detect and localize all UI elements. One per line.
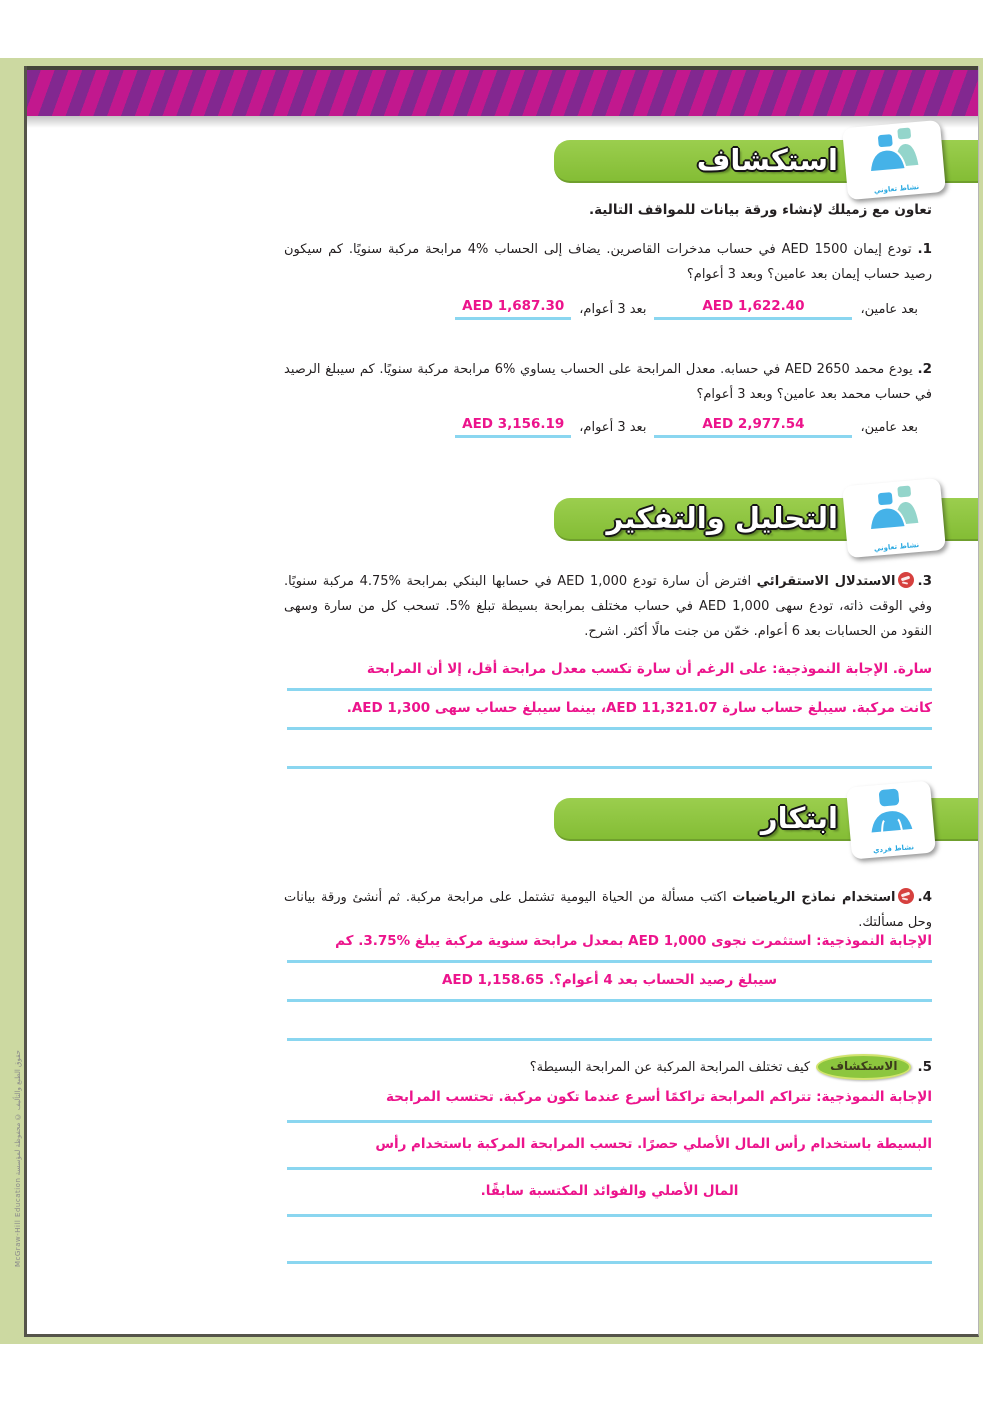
cooperative-activity-icon xyxy=(842,120,946,200)
answer-line: سيبلغ رصيد الحساب بعد 4 أعوام؟. AED 1,158.65 xyxy=(287,963,932,1002)
answer-line-empty xyxy=(287,1002,932,1041)
decorative-stripes-banner xyxy=(27,66,978,116)
answer-line: سارة. الإجابة النموذجية: على الرغم أن سارة تكسب معدل مرابحة أقل، إلا أن المرابحة xyxy=(287,652,932,691)
answer-label: بعد عامين، xyxy=(860,302,918,317)
answer-line-empty xyxy=(287,1217,932,1264)
problem-number: 1. xyxy=(917,241,933,257)
problem-number: 3. xyxy=(917,573,933,589)
answer-field: AED 1,622.40 xyxy=(654,298,852,320)
problem-2 xyxy=(284,357,932,407)
problem-lead: استخدام نماذج الرياضيات xyxy=(732,890,896,905)
problem-number: 5. xyxy=(917,1059,932,1075)
answer-field: AED 1,687.30 xyxy=(455,298,571,320)
problem-1-answers xyxy=(447,298,918,320)
problem-3-answer-lines xyxy=(287,652,932,769)
answer-line-empty xyxy=(287,730,932,769)
cooperative-activity-icon xyxy=(842,478,946,558)
answer-field: AED 3,156.19 xyxy=(455,416,571,438)
answer-line: الإجابة النموذجية: استثمرت نجوى AED 1,000 بمعدل مرابحة سنوية مركبة يبلغ %3.75. كم xyxy=(287,924,932,963)
problem-4-answer-lines xyxy=(287,924,932,1041)
twin-students-icon xyxy=(860,481,926,538)
explore-badge: الاستكشاف xyxy=(816,1054,911,1080)
icon-label: نشاط تعاوني xyxy=(873,540,920,553)
problem-5-answer-lines xyxy=(287,1076,932,1264)
problem-text: اكتب مسألة من الحياة اليومية تشتمل على مرابحة مركبة. ثم أنشئ ورقة بيانات وحل مسألتك. xyxy=(284,890,932,930)
answer-line: المال الأصلي والفوائد المكتسبة سابقًا. xyxy=(287,1170,932,1217)
icon-label: نشاط تعاوني xyxy=(873,182,920,195)
problem-1 xyxy=(284,237,932,287)
standard-icon xyxy=(898,888,914,904)
standard-icon xyxy=(898,572,914,588)
problem-text: تودع إيمان AED 1500 في حساب مدخرات القاصرين. يضاف إلى الحساب %4 مرابحة مركبة سنويًا. كم سيكون رصيد حساب إيمان بعد عامين؟ وبعد 3 أعوام؟ xyxy=(284,242,932,282)
section-title-explore: استكشاف xyxy=(696,143,838,177)
answer-label: بعد عامين، xyxy=(860,420,918,435)
stripes-shadow xyxy=(27,116,978,128)
copyright-text: حقوق الطبع والتأليف © محفوظة لمؤسسة McGraw-Hill Education xyxy=(14,1050,22,1267)
problem-lead: الاستدلال الاستقرائي xyxy=(756,574,896,589)
problem-number: 2. xyxy=(917,361,932,377)
answer-line: كانت مركبة. سيبلغ حساب سارة AED 11,321.07، بينما سيبلغ حساب سهى AED 1,300. xyxy=(287,691,932,730)
section-title-analyze: التحليل والتفكير xyxy=(606,501,838,535)
problem-text: يودع محمد AED 2650 في حسابه. معدل المرابحة على الحساب يساوي %6 مرابحة مركبة سنويًا. كم سيبلغ الرصيد في حساب محمد بعد عامين؟ وبعد 3 أعوام؟ xyxy=(284,362,932,402)
intro-text: تعاون مع زميلك لإنشاء ورقة بيانات للمواقف التالية. xyxy=(588,201,932,218)
answer-line: البسيطة باستخدام رأس المال الأصلي حصرًا. تحسب المرابحة المركبة باستخدام رأس xyxy=(287,1123,932,1170)
problem-2-answers xyxy=(447,416,918,438)
section-title-innovate: ابتكار xyxy=(760,801,838,835)
problem-number: 4. xyxy=(917,889,932,905)
answer-label: بعد 3 أعوام، xyxy=(579,420,647,435)
icon-label: نشاط فردي xyxy=(872,843,915,855)
individual-activity-icon xyxy=(846,780,936,859)
problem-text: كيف تختلف المرابحة المركبة عن المرابحة البسيطة؟ xyxy=(529,1059,811,1075)
problem-text: افترض أن سارة تودع AED 1,000 في حسابها البنكي بمرابحة %4.75 مركبة سنويًا. وفي الوقت ذاته، تودع سهى AED 1,000 في حساب مختلف بمرابحة بسيطة تبلغ %5. تسحب كل من سارة وسهى النقود من الحسابات بعد 6 أعوام. خمّن من جنت مالًا أكثر. اشرح. xyxy=(284,574,933,639)
single-student-icon xyxy=(863,784,918,842)
twin-students-icon xyxy=(860,123,926,180)
answer-label: بعد 3 أعوام، xyxy=(579,302,647,317)
problem-3 xyxy=(284,569,932,644)
answer-field: AED 2,977.54 xyxy=(654,416,852,438)
worksheet-page xyxy=(24,66,979,1337)
answer-line: الإجابة النموذجية: تتراكم المرابحة تراكمًا أسرع عندما تكون مركبة. تحتسب المرابحة xyxy=(287,1076,932,1123)
